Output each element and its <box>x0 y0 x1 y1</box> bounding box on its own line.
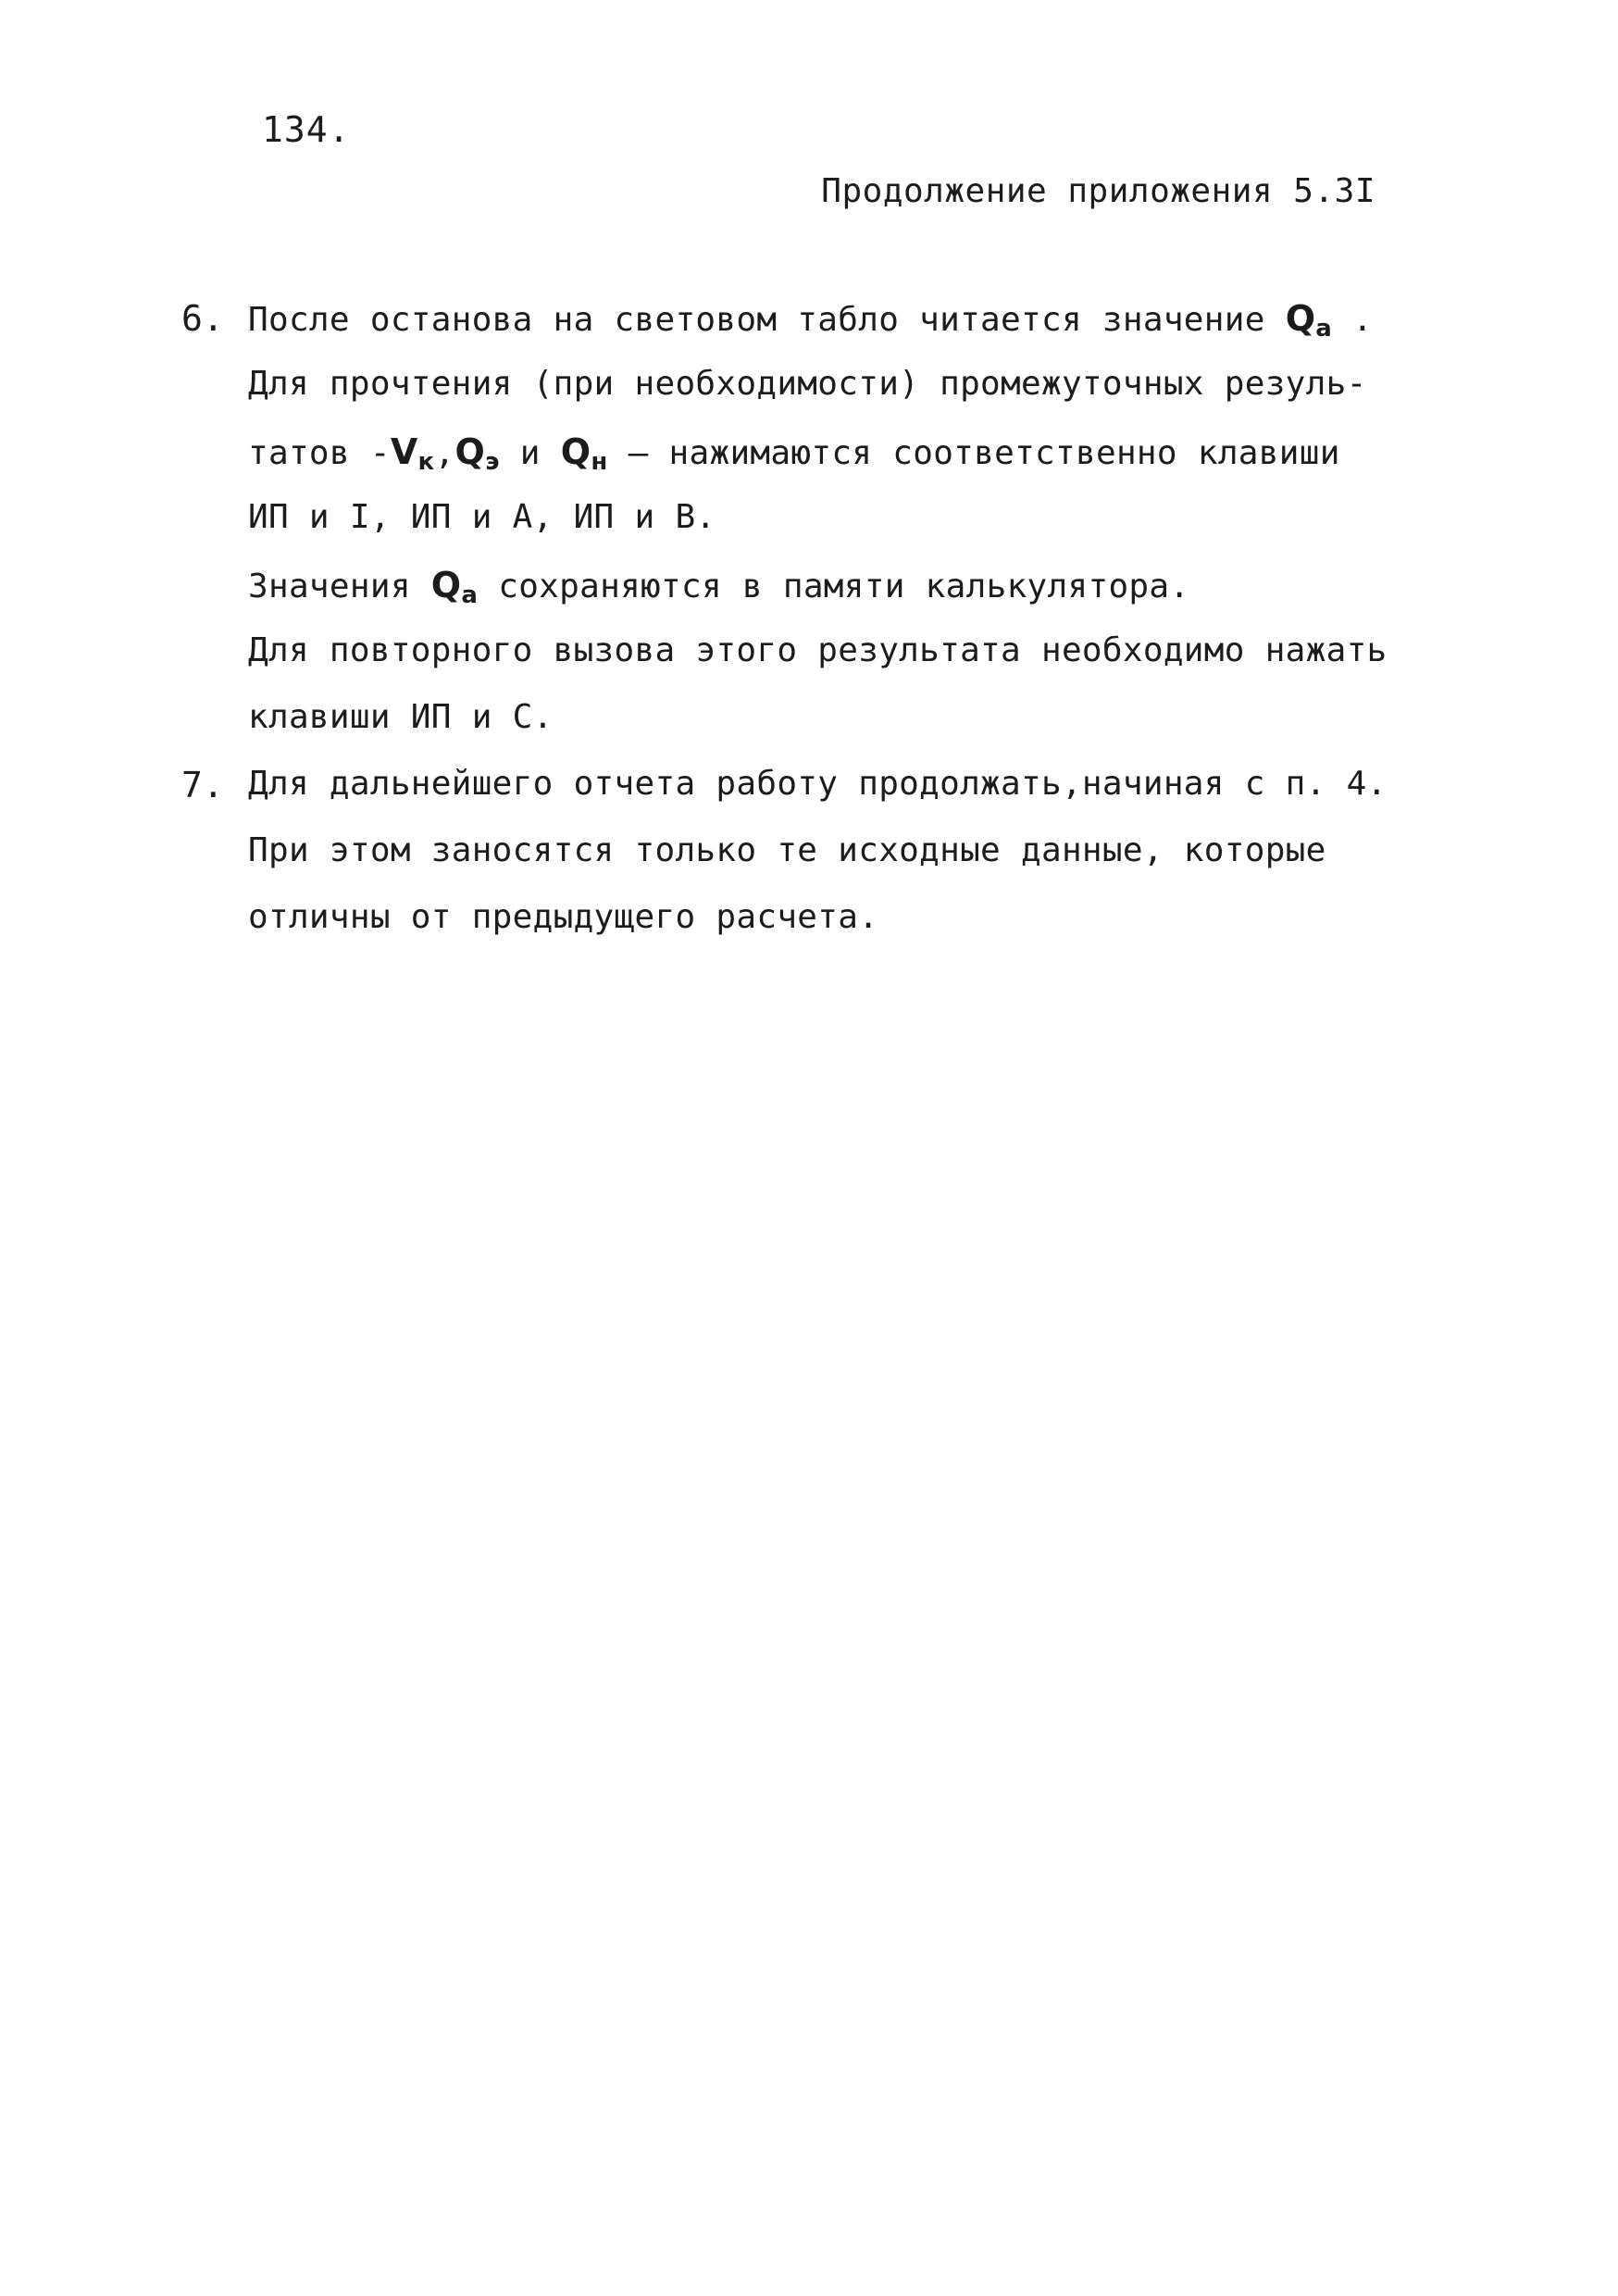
item-number-6: 6. <box>181 298 224 339</box>
qa-symbol-2: $Q_a$ <box>430 565 479 609</box>
qn-symbol: $Q_н$ <box>560 431 608 476</box>
vk-symbol: $V_к$ <box>390 431 435 476</box>
item-6-line-1 <box>248 298 1373 343</box>
appendix-continuation-header: Продолжение приложения 5.3I <box>821 172 1375 210</box>
page-number: 134. <box>262 109 351 150</box>
item-7-line-2: При этом заносятся только те исходные данные, которые <box>248 831 1326 869</box>
item-6-line-7: клавиши ИП и С. <box>248 698 554 736</box>
qe-symbol: $Q_э$ <box>454 431 500 476</box>
item-number-7: 7. <box>181 765 224 805</box>
qa-symbol: $Q_a$ <box>1285 298 1333 343</box>
item-6-line-2: Для прочтения (при необходимости) промежуточных резуль- <box>248 365 1367 403</box>
item-6-line-6: Для повторного вызова этого результата необходимо нажать <box>248 631 1388 669</box>
item-7-line-1: Для дальнейшего отчета работу продолжать,начиная с п. 4. <box>248 765 1388 803</box>
item-6-line-3: татов $-V_к,Q_э$ и $Q_н$ – нажимаются соответственно клавиши <box>248 431 1340 476</box>
item-6-line-4: ИП и I, ИП и А, ИП и В. <box>248 498 716 536</box>
line-1-period: . <box>1352 301 1374 339</box>
item-6-line-5: Значения $Q_a$ сохраняются в памяти калькулятора. <box>248 565 1190 609</box>
item-6-line-1-text: После останова на световом табло читается значение <box>248 301 1265 339</box>
item-7-line-3: отличны от предыдущего расчета. <box>248 898 879 936</box>
